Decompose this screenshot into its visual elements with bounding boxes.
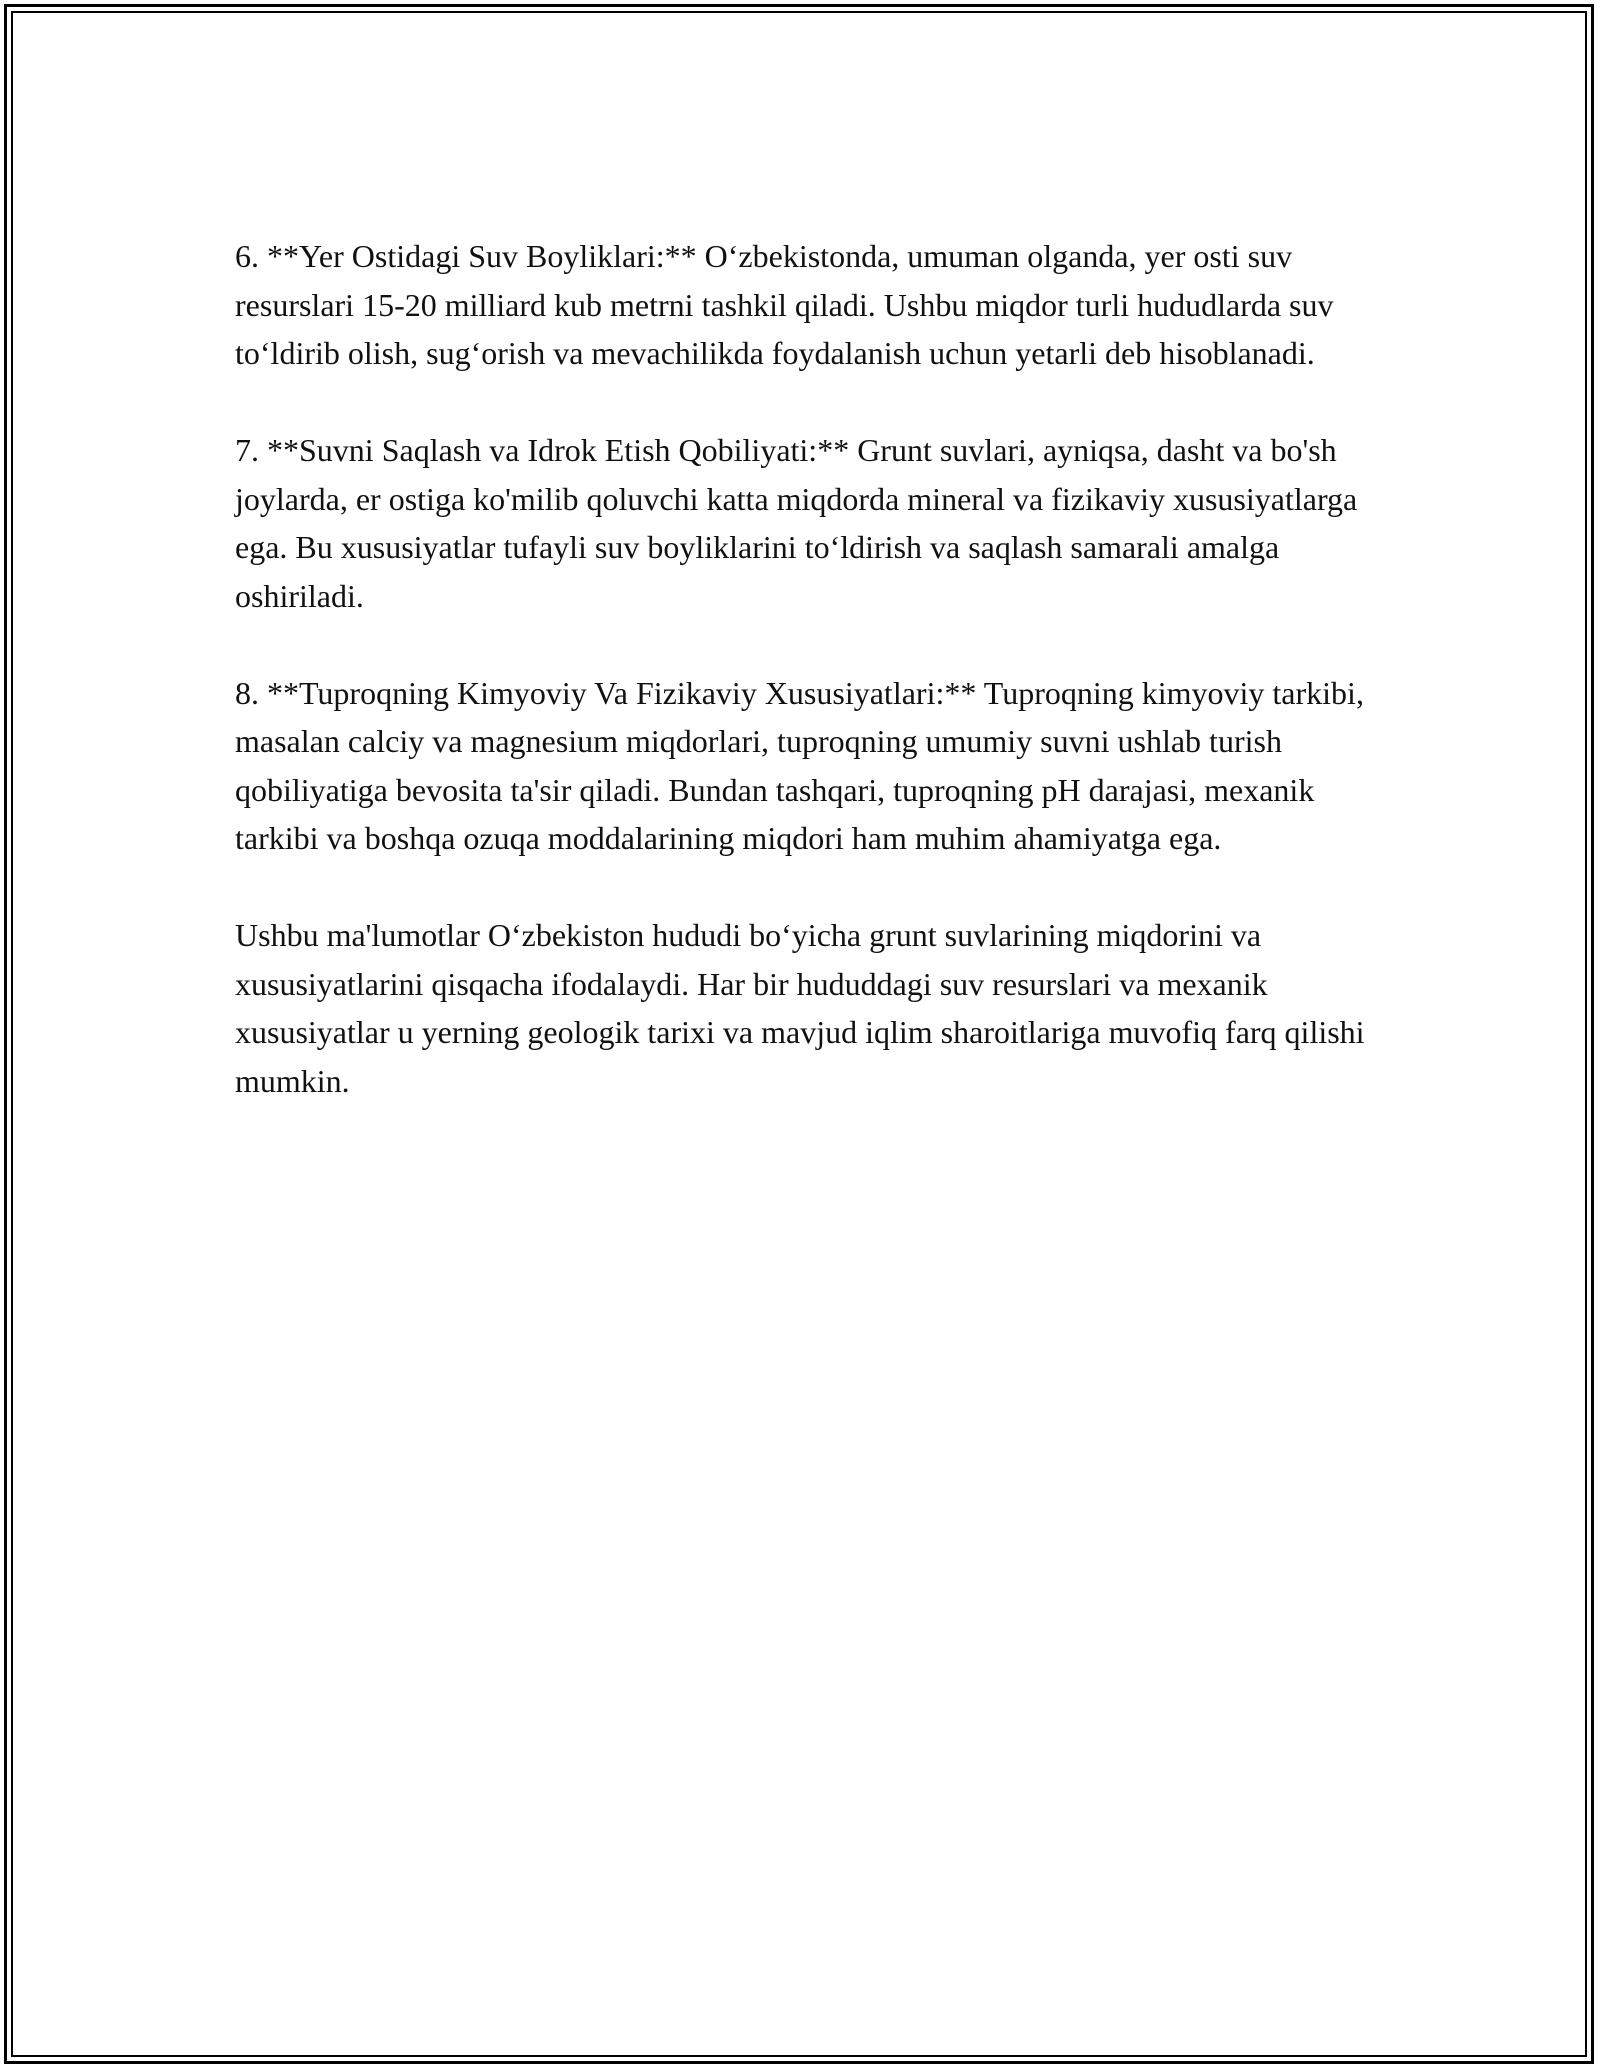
paragraph-item-8: 8. **Tuproqning Kimyoviy Va Fizikaviy Xususiyatlari:** Tuproqning kimyoviy tarkibi, masalan calciy va magnesium miqdorlari, tuproqning umumiy suvni ushlab turish qobiliyatiga bevosita ta'sir qiladi. Bundan tashqari, tuproqning pH darajasi, mexanik tarkibi va boshqa ozuqa moddalarining miqdori ham muhim ahamiyatga ega. bbox=[235, 674, 1364, 856]
paragraph-item-6: 6. **Yer Ostidagi Suv Boyliklari:** O‘zbekistonda, umuman olganda, yer osti suv resurslari 15-20 milliard kub metrni tashkil qiladi. Ushbu miqdor turli hududlarda suv to‘ldirib olish, sug‘orish va mevachilikda foydalanish uchun yetarli deb hisoblanadi. bbox=[235, 238, 1334, 371]
paragraph-item-7: 7. **Suvni Saqlash va Idrok Etish Qobiliyati:** Grunt suvlari, ayniqsa, dasht va bo'sh joylarda, er ostiga ko'milib qoluvchi katta miqdorda mineral va fizikaviy xususiyatlarga ega. Bu xususiyatlar tufayli suv boyliklarini to‘ldirish va saqlash samarali amalga oshiriladi. bbox=[235, 432, 1358, 614]
paragraph-summary: Ushbu ma'lumotlar O‘zbekiston hududi bo‘yicha grunt suvlarining miqdorini va xususiyatlarini qisqacha ifodalaydi. Har bir hududdagi suv resurslari va mexanik xususiyatlar u yerning geologik tarixi va mavjud iqlim sharoitlariga muvofiq farq qilishi mumkin. bbox=[235, 917, 1365, 1099]
document-body bbox=[235, 232, 1365, 1154]
